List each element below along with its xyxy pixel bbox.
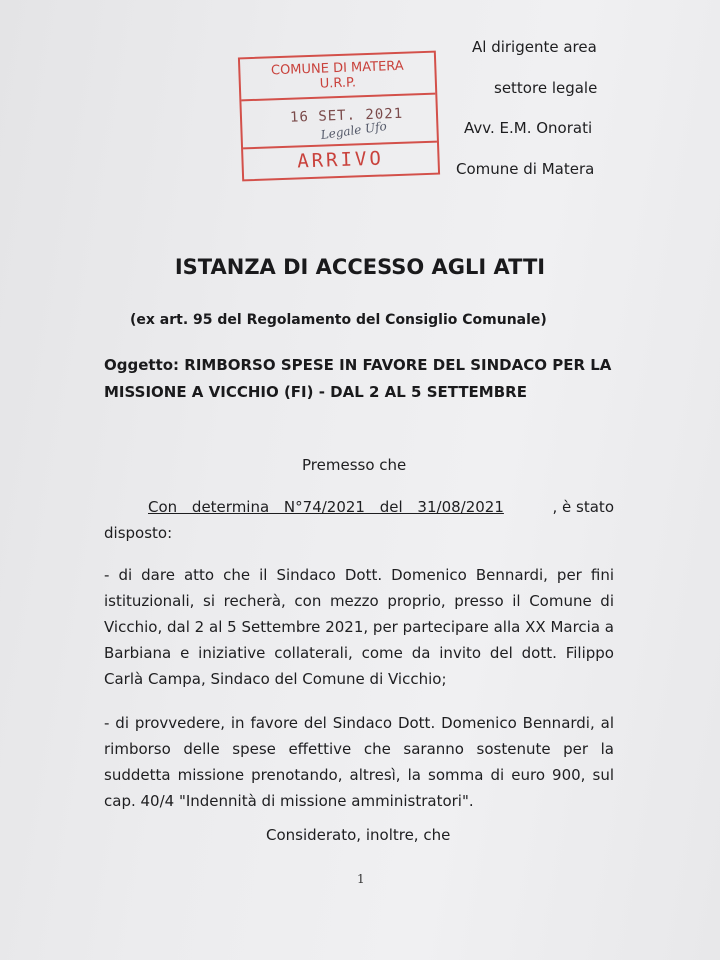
stamp-label: ARRIVO (296, 147, 385, 173)
recipient-line2: settore legale (494, 79, 598, 97)
determina-rest: , è stato (552, 498, 614, 516)
considerato-heading: Considerato, inoltre, che (266, 826, 451, 844)
document-subtitle: (ex art. 95 del Regolamento del Consiglio Comunale) (130, 312, 547, 328)
stamp-date: 16 SET. 2021 (289, 105, 404, 126)
arrival-stamp (238, 51, 440, 182)
document-title: ISTANZA DI ACCESSO AGLI ATTI (174, 255, 546, 279)
premesso-heading: Premesso che (302, 456, 407, 474)
paragraph-provvedere: - di provvedere, in favore del Sindaco Dott. Domenico Bennardi, al rimborso delle spese effettive che saranno sostenute per la suddetta missione prenotando, altresì, la somma di euro 900, sul cap. 40/4 "Indennità di missione amministratori". (104, 714, 614, 810)
subject-line1: Oggetto: RIMBORSO SPESE IN FAVORE DEL SINDACO PER LA (104, 356, 612, 374)
stamp-header (240, 53, 435, 102)
recipient-line4: Comune di Matera (456, 160, 595, 178)
recipient-line3: Avv. E.M. Onorati (464, 119, 593, 137)
determina-reference: Con determina N°74/2021 del 31/08/2021 (148, 498, 504, 516)
stamp-date-row (241, 95, 437, 150)
determina-line2: disposto: (104, 524, 173, 542)
recipient-line1: Al dirigente area (472, 38, 597, 56)
determina-line1 (104, 494, 614, 520)
stamp-line2: U.R.P. (319, 75, 357, 92)
stamp-signature: Legale Ufo (319, 118, 388, 143)
stamp-line1: COMUNE DI MATERA (270, 58, 404, 79)
subject-line2: MISSIONE A VICCHIO (FI) - DAL 2 AL 5 SETTEMBRE (104, 383, 527, 401)
page-number: 1 (357, 872, 365, 886)
paragraph-determina (104, 494, 614, 546)
subject (104, 352, 624, 406)
paragraph-dare-atto: - di dare atto che il Sindaco Dott. Domenico Bennardi, per fini istituzionali, si recherà, con mezzo proprio, presso il Comune di Vicchio, dal 2 al 5 Settembre 2021, per partecipare alla XX Marcia a Barbiana e iniziative collaterali, come da invito del dott. Filippo Carlà Campa, Sindaco del Comune di Vicchio; (104, 566, 614, 688)
